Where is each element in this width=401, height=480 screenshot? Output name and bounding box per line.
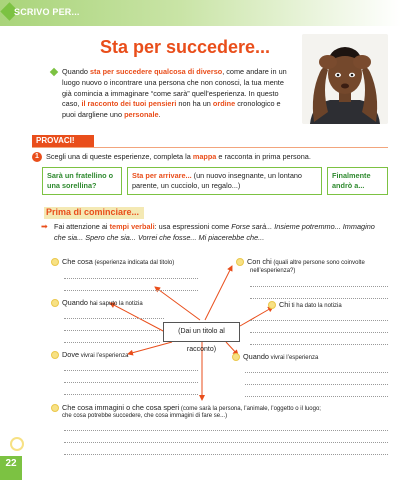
write-line[interactable] bbox=[250, 344, 388, 345]
write-line[interactable] bbox=[250, 286, 388, 287]
write-line[interactable] bbox=[64, 290, 198, 291]
write-line[interactable] bbox=[64, 318, 164, 319]
prima-title: Prima di cominciare... bbox=[46, 207, 140, 217]
bullet-icon bbox=[51, 299, 59, 307]
map-che-cosa: Che cosa (esperienza indicata dal titolo) bbox=[62, 257, 175, 266]
option-fratellino[interactable]: Sarà un fratellino o una sorellina? bbox=[42, 167, 122, 195]
map-chi-dato: Chi ti ha dato la notizia bbox=[279, 300, 342, 309]
map-immagini: Che cosa immagini o che cosa speri (come sarà la persona, l’animale, l’oggetto o il luogo; bbox=[62, 403, 321, 412]
page-number: 22 bbox=[5, 458, 17, 469]
option-finalmente[interactable]: Finalmente andrò a... bbox=[327, 167, 388, 195]
page-title: Sta per succedere... bbox=[99, 37, 271, 57]
bullet-icon bbox=[51, 351, 59, 359]
write-line[interactable] bbox=[64, 430, 388, 431]
exercise-number: 1 bbox=[32, 152, 42, 162]
bullet-icon bbox=[268, 301, 276, 309]
write-line[interactable] bbox=[64, 330, 160, 331]
map-quando-saputo: Quando hai saputo la notizia bbox=[62, 298, 143, 307]
write-line[interactable] bbox=[250, 332, 388, 333]
map-con-chi-note: nell’esperienza?) bbox=[250, 268, 296, 274]
map-quando-vivrai: Quando vivrai l’esperienza bbox=[243, 352, 319, 361]
write-line[interactable] bbox=[245, 384, 388, 385]
bullet-icon bbox=[232, 353, 240, 361]
exercise-instruction: Scegli una di queste esperienze, completa la mappa e racconta in prima persona. bbox=[46, 152, 311, 161]
bullet-icon bbox=[51, 404, 59, 412]
write-line[interactable] bbox=[250, 298, 388, 299]
write-line[interactable] bbox=[64, 454, 388, 455]
decorative-circle bbox=[10, 437, 24, 451]
write-line[interactable] bbox=[64, 370, 198, 371]
write-line[interactable] bbox=[245, 396, 388, 397]
map-dove: Dove vivrai l’esperienza bbox=[62, 350, 129, 359]
write-line[interactable] bbox=[64, 394, 198, 395]
section-title: SCRIVO PER... bbox=[14, 7, 80, 17]
intro-paragraph: Quando sta per succedere qualcosa di diverso, come andare in un luogo nuovo o incontrare una persona che non conosci, la tua mente già comincia a immaginare “come sarà” quell’esperienza. In questo caso, il racconto dei tuoi pensieri non ha un ordine cronologico e puoi dargliene uno personale. bbox=[62, 67, 287, 120]
write-line[interactable] bbox=[64, 442, 388, 443]
write-line[interactable] bbox=[64, 342, 160, 343]
arrow-right-icon: ➡ bbox=[41, 222, 48, 231]
write-line[interactable] bbox=[250, 320, 388, 321]
map-immagini-note: che cosa potrebbe succedere, che cosa immagini di fare se...) bbox=[62, 413, 228, 419]
bullet-icon bbox=[51, 258, 59, 266]
tips-text: Fai attenzione ai tempi verbali: usa espressioni come Forse sarà... Insieme potremmo... Immagino che sia... Spero che sia... Vorrei che fosse... Mi piacerebbe che... bbox=[54, 222, 375, 242]
write-line[interactable] bbox=[64, 278, 198, 279]
option-sta-per-arrivare[interactable]: Sta per arrivare... (un nuovo insegnante, un lontano parente, un cucciolo, un regalo...) bbox=[127, 167, 322, 195]
story-title-box[interactable]: (Dai un titolo al racconto) bbox=[163, 322, 240, 342]
map-con-chi: Con chi (quali altre persone sono coinvolte bbox=[247, 257, 365, 266]
provaci-label: PROVACI! bbox=[36, 136, 75, 145]
bullet-icon bbox=[236, 258, 244, 266]
write-line[interactable] bbox=[245, 372, 388, 373]
write-line[interactable] bbox=[64, 382, 198, 383]
